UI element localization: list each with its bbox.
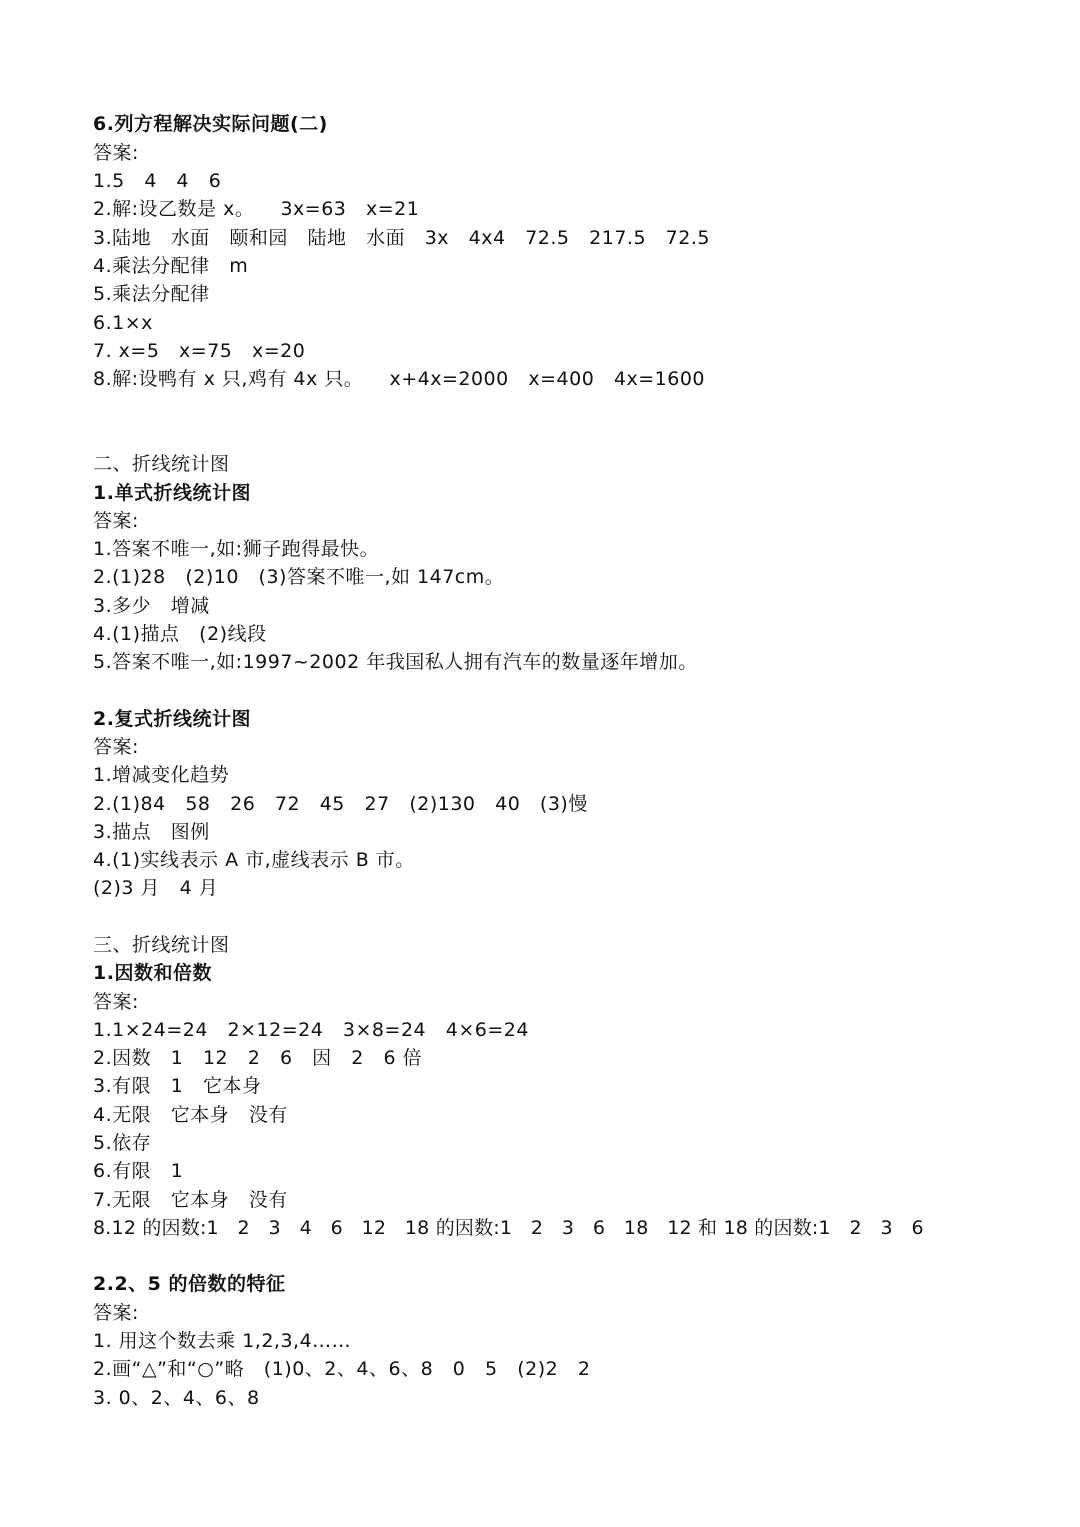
answer-line: (2)3 月 4 月 bbox=[93, 877, 219, 899]
answer-line: 5.乘法分配律 bbox=[93, 283, 210, 305]
answer-line: 7. x=5 x=75 x=20 bbox=[93, 340, 306, 362]
answer-line: 2.(1)28 (2)10 (3)答案不唯一,如 147cm。 bbox=[93, 566, 505, 588]
section-heading: 2.复式折线统计图 bbox=[93, 708, 251, 730]
answer-label: 答案: bbox=[93, 736, 139, 758]
answer-line: 1. 用这个数去乘 1,2,3,4…… bbox=[93, 1330, 352, 1352]
answer-line: 6.有限 1 bbox=[93, 1160, 184, 1182]
section-heading: 1.单式折线统计图 bbox=[93, 482, 251, 504]
answer-line: 1.答案不唯一,如:狮子跑得最快。 bbox=[93, 538, 380, 560]
answer-line: 1.1×24=24 2×12=24 3×8=24 4×6=24 bbox=[93, 1019, 529, 1041]
answer-line: 3.多少 增减 bbox=[93, 595, 210, 617]
answer-line: 5.答案不唯一,如:1997~2002 年我国私人拥有汽车的数量逐年增加。 bbox=[93, 651, 698, 673]
answer-line: 3.描点 图例 bbox=[93, 821, 210, 843]
chapter-heading: 二、折线统计图 bbox=[93, 453, 230, 475]
answer-line: 2.因数 1 12 2 6 因 2 6 倍 bbox=[93, 1047, 423, 1069]
answer-line: 5.依存 bbox=[93, 1132, 152, 1154]
answer-label: 答案: bbox=[93, 1302, 139, 1324]
section-heading: 6.列方程解决实际问题(二) bbox=[93, 113, 328, 135]
answer-line: 4.(1)实线表示 A 市,虚线表示 B 市。 bbox=[93, 849, 415, 871]
answer-line: 4.乘法分配律 m bbox=[93, 255, 249, 277]
answer-line: 2.解:设乙数是 x。 3x=63 x=21 bbox=[93, 198, 420, 220]
answer-label: 答案: bbox=[93, 510, 139, 532]
section-heading: 2.2、5 的倍数的特征 bbox=[93, 1273, 286, 1295]
answer-line: 3.陆地 水面 颐和园 陆地 水面 3x 4x4 72.5 217.5 72.5 bbox=[93, 227, 710, 249]
answer-line: 6.1×x bbox=[93, 312, 153, 334]
answer-line: 2.(1)84 58 26 72 45 27 (2)130 40 (3)慢 bbox=[93, 793, 588, 815]
answer-line: 1.5 4 4 6 bbox=[93, 170, 222, 192]
answer-line: 1.增减变化趋势 bbox=[93, 764, 230, 786]
answer-label: 答案: bbox=[93, 142, 139, 164]
answer-label: 答案: bbox=[93, 991, 139, 1013]
answer-line: 3.有限 1 它本身 bbox=[93, 1075, 262, 1097]
section-heading: 1.因数和倍数 bbox=[93, 962, 212, 984]
answer-line: 3. 0、2、4、6、8 bbox=[93, 1387, 260, 1409]
chapter-heading: 三、折线统计图 bbox=[93, 934, 230, 956]
answer-line: 8.解:设鸭有 x 只,鸡有 4x 只。 x+4x=2000 x=400 4x=1600 bbox=[93, 368, 706, 390]
answer-line: 2.画“△”和“○”略 (1)0、2、4、6、8 0 5 (2)2 2 bbox=[93, 1358, 591, 1380]
answer-line: 7.无限 它本身 没有 bbox=[93, 1189, 288, 1211]
answer-line: 8.12 的因数:1 2 3 4 6 12 18 的因数:1 2 3 6 18 12 和 18 的因数:1 2 3 6 bbox=[93, 1217, 924, 1239]
answer-line: 4.无限 它本身 没有 bbox=[93, 1104, 288, 1126]
answer-line: 4.(1)描点 (2)线段 bbox=[93, 623, 267, 645]
